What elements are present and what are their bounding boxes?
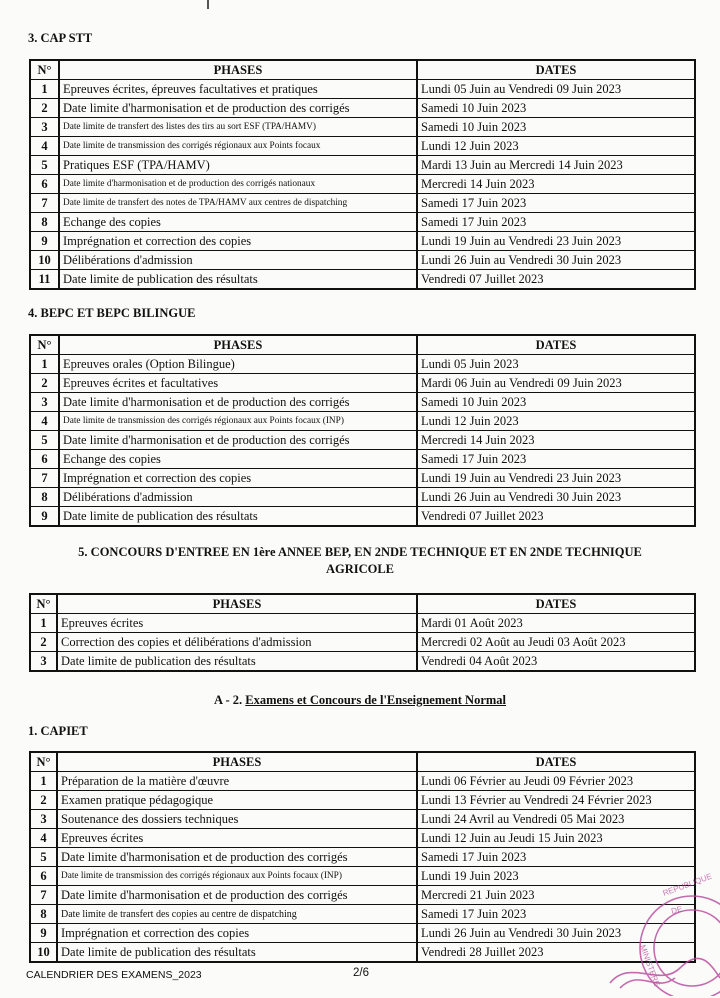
date-cell: Lundi 19 Juin au Vendredi 23 Juin 2023 bbox=[417, 232, 695, 251]
table-row bbox=[30, 99, 695, 118]
official-stamp bbox=[600, 868, 720, 996]
row-number: 1 bbox=[30, 614, 57, 633]
table-row bbox=[30, 393, 695, 412]
row-number: 7 bbox=[30, 886, 57, 905]
phase-cell: Date limite d'harmonisation et de production des corrigés bbox=[57, 886, 417, 905]
row-number: 3 bbox=[30, 393, 59, 412]
table-row bbox=[30, 886, 695, 905]
phase-cell: Date limite d'harmonisation et de production des corrigés bbox=[57, 848, 417, 867]
date-cell: Mardi 06 Juin au Vendredi 09 Juin 2023 bbox=[417, 374, 695, 393]
section-title-concours-line1: 5. CONCOURS D'ENTREE EN 1ère ANNEE BEP, EN 2NDE TECHNIQUE ET EN 2NDE TECHNIQUE bbox=[78, 545, 642, 559]
table-header-row bbox=[30, 752, 695, 772]
concours-bep-table bbox=[29, 593, 696, 672]
row-number: 8 bbox=[30, 488, 59, 507]
section-title-concours-line2: AGRICOLE bbox=[325, 562, 395, 576]
table-row bbox=[30, 507, 695, 527]
phase-cell: Epreuves écrites bbox=[57, 614, 417, 633]
date-cell: Samedi 17 Juin 2023 bbox=[417, 905, 695, 924]
date-cell: Lundi 19 Juin 2023 bbox=[417, 867, 695, 886]
row-number: 7 bbox=[30, 469, 59, 488]
table-row bbox=[30, 374, 695, 393]
header-dates: DATES bbox=[417, 60, 695, 80]
phase-cell: Echange des copies bbox=[59, 450, 417, 469]
row-number: 10 bbox=[30, 251, 59, 270]
date-cell: Mardi 13 Juin au Mercredi 14 Juin 2023 bbox=[417, 156, 695, 175]
table-row bbox=[30, 633, 695, 652]
phase-cell: Délibérations d'admission bbox=[59, 488, 417, 507]
row-number: 3 bbox=[30, 652, 57, 672]
table-row bbox=[30, 412, 695, 431]
phase-cell: Epreuves écrites et facultatives bbox=[59, 374, 417, 393]
table-row bbox=[30, 137, 695, 156]
phase-cell: Imprégnation et correction des copies bbox=[59, 469, 417, 488]
date-cell: Vendredi 07 Juillet 2023 bbox=[417, 507, 695, 527]
phase-cell: Préparation de la matière d'œuvre bbox=[57, 772, 417, 791]
phase-cell: Date limite de publication des résultats bbox=[57, 652, 417, 672]
svg-text:DE: DE bbox=[670, 904, 684, 916]
row-number: 2 bbox=[30, 374, 59, 393]
phase-cell: Imprégnation et correction des copies bbox=[57, 924, 417, 943]
table-row bbox=[30, 924, 695, 943]
table-row bbox=[30, 175, 695, 194]
footer-document-name: CALENDRIER DES EXAMENS_2023 bbox=[26, 969, 202, 981]
header-num: N° bbox=[30, 60, 59, 80]
row-number: 9 bbox=[30, 507, 59, 527]
phase-cell: Examen pratique pédagogique bbox=[57, 791, 417, 810]
row-number: 4 bbox=[30, 137, 59, 156]
date-cell: Lundi 24 Avril au Vendredi 05 Mai 2023 bbox=[417, 810, 695, 829]
date-cell: Lundi 05 Juin 2023 bbox=[417, 355, 695, 374]
date-cell: Samedi 10 Juin 2023 bbox=[417, 393, 695, 412]
row-number: 6 bbox=[30, 450, 59, 469]
date-cell: Lundi 19 Juin au Vendredi 23 Juin 2023 bbox=[417, 469, 695, 488]
date-cell: Samedi 17 Juin 2023 bbox=[417, 194, 695, 213]
row-number: 7 bbox=[30, 194, 59, 213]
table-header-row bbox=[30, 60, 695, 80]
row-number: 2 bbox=[30, 99, 59, 118]
phase-cell: Date limite de publication des résultats bbox=[59, 270, 417, 290]
table-row bbox=[30, 867, 695, 886]
date-cell: Lundi 06 Février au Jeudi 09 Février 2023 bbox=[417, 772, 695, 791]
row-number: 6 bbox=[30, 175, 59, 194]
phase-cell: Date limite de transfert des notes de TPA/HAMV aux centres de dispatching bbox=[59, 194, 417, 213]
table-row bbox=[30, 772, 695, 791]
table-row bbox=[30, 156, 695, 175]
date-cell: Lundi 12 Juin au Jeudi 15 Juin 2023 bbox=[417, 829, 695, 848]
date-cell: Lundi 05 Juin au Vendredi 09 Juin 2023 bbox=[417, 80, 695, 99]
table-row bbox=[30, 905, 695, 924]
table-row bbox=[30, 194, 695, 213]
table-row bbox=[30, 270, 695, 290]
row-number: 4 bbox=[30, 829, 57, 848]
date-cell: Mercredi 14 Juin 2023 bbox=[417, 431, 695, 450]
date-cell: Lundi 12 Juin 2023 bbox=[417, 137, 695, 156]
date-cell: Lundi 26 Juin au Vendredi 30 Juin 2023 bbox=[417, 488, 695, 507]
phase-cell: Epreuves orales (Option Bilingue) bbox=[59, 355, 417, 374]
phase-cell: Date limite d'harmonisation et de production des corrigés bbox=[59, 99, 417, 118]
phase-cell: Soutenance des dossiers techniques bbox=[57, 810, 417, 829]
row-number: 10 bbox=[30, 943, 57, 963]
table-row bbox=[30, 810, 695, 829]
table-row bbox=[30, 118, 695, 137]
phase-cell: Imprégnation et correction des copies bbox=[59, 232, 417, 251]
phase-cell: Délibérations d'admission bbox=[59, 251, 417, 270]
phase-cell: Date limite de transmission des corrigés régionaux aux Points focaux (INP) bbox=[59, 412, 417, 431]
svg-text:MINISTERE: MINISTERE bbox=[638, 943, 662, 988]
date-cell: Samedi 17 Juin 2023 bbox=[417, 848, 695, 867]
table-row bbox=[30, 943, 695, 963]
header-phases: PHASES bbox=[59, 335, 417, 355]
heading-text: Examens et Concours de l'Enseignement Normal bbox=[245, 693, 506, 707]
row-number: 3 bbox=[30, 118, 59, 137]
header-dates: DATES bbox=[417, 594, 695, 614]
svg-text:REPUBLIQUE: REPUBLIQUE bbox=[661, 871, 714, 898]
date-cell: Vendredi 28 Juillet 2023 bbox=[417, 943, 695, 963]
phase-cell: Date limite d'harmonisation et de production des corrigés bbox=[59, 431, 417, 450]
header-num: N° bbox=[30, 335, 59, 355]
row-number: 9 bbox=[30, 232, 59, 251]
enseignement-normal-heading bbox=[40, 692, 680, 709]
table-row bbox=[30, 251, 695, 270]
phase-cell: Date limite de publication des résultats bbox=[57, 943, 417, 963]
row-number: 1 bbox=[30, 772, 57, 791]
table-header-row bbox=[30, 335, 695, 355]
header-num: N° bbox=[30, 594, 57, 614]
table-header-row bbox=[30, 594, 695, 614]
phase-cell: Date limite de publication des résultats bbox=[59, 507, 417, 527]
row-number: 1 bbox=[30, 355, 59, 374]
phase-cell: Epreuves écrites, épreuves facultatives et pratiques bbox=[59, 80, 417, 99]
phase-cell: Correction des copies et délibérations d'admission bbox=[57, 633, 417, 652]
table-row bbox=[30, 469, 695, 488]
table-row bbox=[30, 431, 695, 450]
date-cell: Lundi 13 Février au Vendredi 24 Février 2023 bbox=[417, 791, 695, 810]
row-number: 2 bbox=[30, 791, 57, 810]
table-row bbox=[30, 450, 695, 469]
phase-cell: Date limite de transfert des copies au centre de dispatching bbox=[57, 905, 417, 924]
date-cell: Mercredi 02 Août au Jeudi 03 Août 2023 bbox=[417, 633, 695, 652]
date-cell: Mardi 01 Août 2023 bbox=[417, 614, 695, 633]
date-cell: Lundi 26 Juin au Vendredi 30 Juin 2023 bbox=[417, 251, 695, 270]
table-row bbox=[30, 213, 695, 232]
header-dates: DATES bbox=[417, 335, 695, 355]
date-cell: Mercredi 14 Juin 2023 bbox=[417, 175, 695, 194]
date-cell: Samedi 10 Juin 2023 bbox=[417, 99, 695, 118]
row-number: 2 bbox=[30, 633, 57, 652]
date-cell: Samedi 10 Juin 2023 bbox=[417, 118, 695, 137]
date-cell: Samedi 17 Juin 2023 bbox=[417, 213, 695, 232]
date-cell: Vendredi 07 Juillet 2023 bbox=[417, 270, 695, 290]
row-number: 1 bbox=[30, 80, 59, 99]
phase-cell: Date limite de transmission des corrigés régionaux aux Points focaux bbox=[59, 137, 417, 156]
phase-cell: Date limite d'harmonisation et de production des corrigés bbox=[59, 393, 417, 412]
capiet-table bbox=[29, 751, 696, 963]
row-number: 8 bbox=[30, 905, 57, 924]
row-number: 5 bbox=[30, 431, 59, 450]
row-number: 4 bbox=[30, 412, 59, 431]
row-number: 11 bbox=[30, 270, 59, 290]
table-row bbox=[30, 652, 695, 672]
table-row bbox=[30, 488, 695, 507]
date-cell: Lundi 26 Juin au Vendredi 30 Juin 2023 bbox=[417, 924, 695, 943]
phase-cell: Date limite de transmission des corrigés régionaux aux Points focaux (INP) bbox=[57, 867, 417, 886]
header-phases: PHASES bbox=[57, 752, 417, 772]
header-phases: PHASES bbox=[59, 60, 417, 80]
table-row bbox=[30, 829, 695, 848]
heading-prefix: A - 2. bbox=[214, 693, 243, 707]
table-row bbox=[30, 355, 695, 374]
phase-cell: Pratiques ESF (TPA/HAMV) bbox=[59, 156, 417, 175]
table-row bbox=[30, 791, 695, 810]
section-title-bepc: 4. BEPC ET BEPC BILINGUE bbox=[28, 306, 196, 320]
header-dates: DATES bbox=[417, 752, 695, 772]
table-row bbox=[30, 232, 695, 251]
row-number: 3 bbox=[30, 810, 57, 829]
section-title-cap-stt: 3. CAP STT bbox=[28, 31, 93, 45]
footer-page-number: 2/6 bbox=[353, 967, 369, 979]
date-cell: Lundi 12 Juin 2023 bbox=[417, 412, 695, 431]
row-number: 5 bbox=[30, 848, 57, 867]
header-phases: PHASES bbox=[57, 594, 417, 614]
phase-cell: Date limite d'harmonisation et de production des corrigés nationaux bbox=[59, 175, 417, 194]
bepc-table bbox=[29, 334, 696, 527]
date-cell: Mercredi 21 Juin 2023 bbox=[417, 886, 695, 905]
table-row bbox=[30, 848, 695, 867]
table-row bbox=[30, 614, 695, 633]
header-num: N° bbox=[30, 752, 57, 772]
row-number: 8 bbox=[30, 213, 59, 232]
date-cell: Samedi 17 Juin 2023 bbox=[417, 450, 695, 469]
phase-cell: Epreuves écrites bbox=[57, 829, 417, 848]
scan-mark bbox=[207, 0, 209, 9]
phase-cell: Date limite de transfert des listes des tirs au sort ESF (TPA/HAMV) bbox=[59, 118, 417, 137]
section-title-capiet: 1. CAPIET bbox=[28, 724, 88, 738]
table-row bbox=[30, 80, 695, 99]
row-number: 5 bbox=[30, 156, 59, 175]
date-cell: Vendredi 04 Août 2023 bbox=[417, 652, 695, 672]
phase-cell: Echange des copies bbox=[59, 213, 417, 232]
cap-stt-table bbox=[29, 59, 696, 290]
row-number: 6 bbox=[30, 867, 57, 886]
row-number: 9 bbox=[30, 924, 57, 943]
